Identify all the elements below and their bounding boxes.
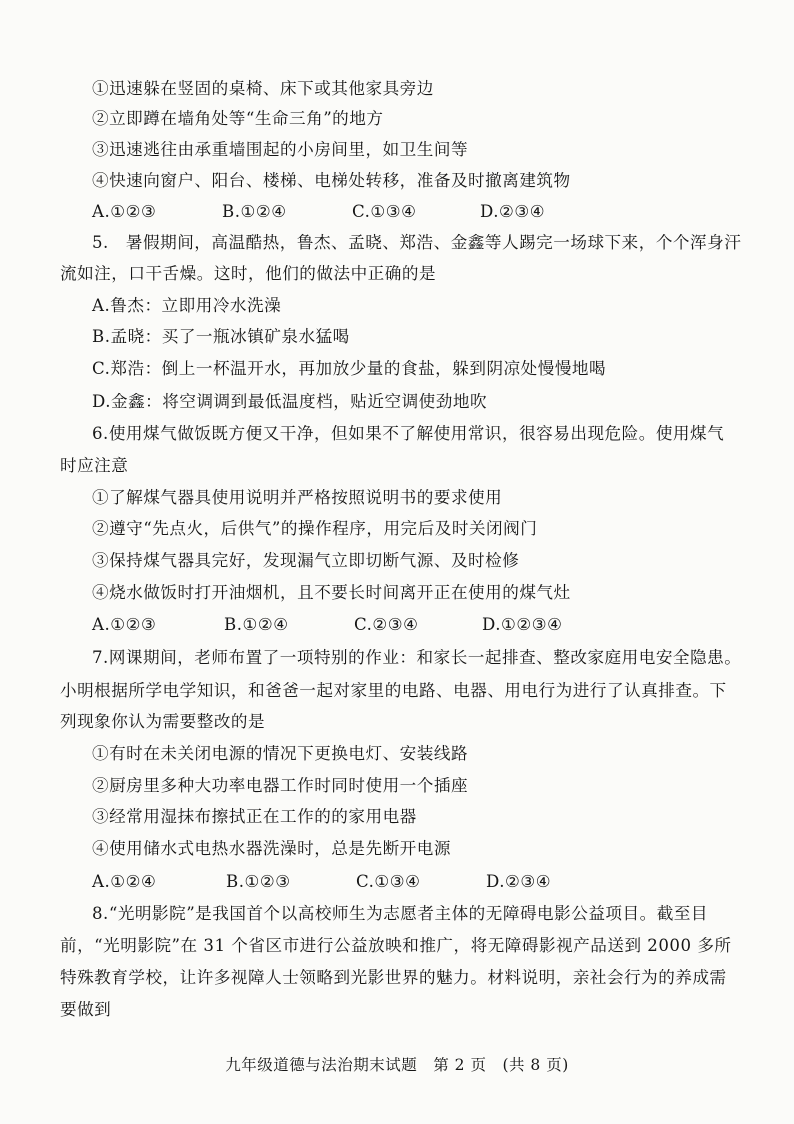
q4-item-1: ①迅速躲在竖固的桌椅、床下或其他家具旁边: [92, 79, 434, 98]
q6-option-b: B.①②④: [224, 615, 289, 634]
q5-stem-line-2: 流如注，口干舌燥。这时，他们的做法中正确的是: [60, 264, 437, 283]
q7-stem-line-1: 7.网课期间，老师布置了一项特别的作业：和家长一起排查、整改家庭用电安全隐患。: [92, 648, 742, 667]
q6-stem-line-1: 6.使用煤气做饭既方便又干净，但如果不了解使用常识，很容易出现危险。使用煤气: [92, 424, 725, 443]
q8-stem-line-2: 前，“光明影院”在 31 个省区市进行公益放映和推广，将无障碍影视产品送到 2000 多所: [60, 936, 732, 955]
q7-item-4: ④使用储水式电热水器洗澡时，总是先断开电源: [92, 839, 451, 858]
q6-item-2: ②遵守“先点火，后供气”的操作程序，用完后及时关闭阀门: [92, 519, 538, 538]
q5-choice-a: A.鲁杰：立即用冷水洗澡: [92, 296, 282, 315]
q6-option-c: C.②③④: [354, 615, 419, 634]
q5-choice-c: C.郑浩：倒上一杯温开水，再加放少量的食盐，躲到阴凉处慢慢地喝: [92, 359, 607, 378]
q7-option-d: D.②③④: [486, 872, 552, 891]
q6-option-a: A.①②③: [92, 615, 157, 634]
q5-choice-d: D.金鑫：将空调调到最低温度档，贴近空调使劲地吹: [92, 392, 488, 411]
q5-choice-b: B.孟晓：买了一瓶冰镇矿泉水猛喝: [92, 327, 350, 346]
q4-option-d: D.②③④: [480, 202, 546, 221]
q5-stem-line-1: 5. 暑假期间，高温酷热，鲁杰、孟晓、郑浩、金鑫等人踢完一场球下来，个个浑身汗: [92, 233, 742, 252]
q7-item-1: ①有时在未关闭电源的情况下更换电灯、安装线路: [92, 744, 469, 763]
q6-stem-line-2: 时应注意: [60, 456, 129, 475]
q4-option-a: A.①②③: [92, 202, 157, 221]
q7-stem-line-2: 小明根据所学电学知识，和爸爸一起对家里的电路、电器、用电行为进行了认真排查。下: [60, 681, 727, 700]
q4-option-c: C.①③④: [352, 202, 417, 221]
q8-stem-line-4: 要做到: [60, 1000, 112, 1019]
q4-option-b: B.①②④: [222, 202, 287, 221]
q6-item-3: ③保持煤气器具完好，发现漏气立即切断气源、及时检修: [92, 551, 520, 570]
page-footer: 九年级道德与法治期末试题 第 2 页 (共 8 页): [225, 1056, 569, 1074]
q8-stem-line-1: 8.“光明影院”是我国首个以高校师生为志愿者主体的无障碍电影公益项目。截至目: [92, 904, 708, 923]
q4-item-3: ③迅速逃往由承重墙围起的小房间里，如卫生间等: [92, 140, 469, 159]
q7-option-b: B.①②③: [226, 872, 291, 891]
q4-item-4: ④快速向窗户、阳台、楼梯、电梯处转移，准备及时撤离建筑物: [92, 171, 571, 190]
q7-stem-line-3: 列现象你认为需要整改的是: [60, 712, 266, 731]
q7-item-3: ③经常用湿抹布擦拭正在工作的的家用电器: [92, 807, 417, 826]
q8-stem-line-3: 特殊教育学校，让许多视障人士领略到光影世界的魅力。材料说明，亲社会行为的养成需: [60, 968, 727, 987]
q6-item-4: ④烧水做饭时打开油烟机，且不要长时间离开正在使用的煤气灶: [92, 583, 571, 602]
q6-option-d: D.①②③④: [482, 615, 563, 634]
q4-item-2: ②立即蹲在墙角处等“生命三角”的地方: [92, 109, 384, 128]
q7-item-2: ②厨房里多种大功率电器工作时同时使用一个插座: [92, 776, 469, 795]
q7-option-c: C.①③④: [356, 872, 421, 891]
q7-option-a: A.①②④: [92, 872, 157, 891]
q6-item-1: ①了解煤气器具使用说明并严格按照说明书的要求使用: [92, 488, 503, 507]
